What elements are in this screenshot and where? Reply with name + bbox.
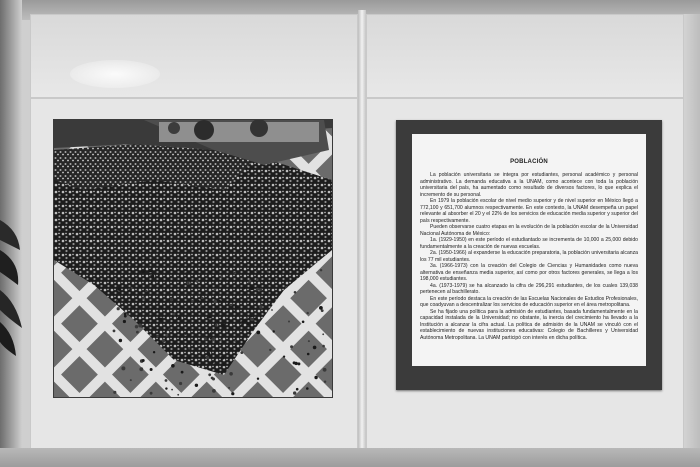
sign-paragraph: 3a. (1966-1973) con la creación del Colegio de Ciencias y Humanidades como nueva alternativa de enseñanza media superior, así como por otros factores generales, se llega a los 198,000 estudiantes.	[420, 263, 638, 282]
sign-paragraph: Pueden observarse cuatro etapas en la evolución de la población escolar de la Universidad Nacional Autónoma de México:	[420, 224, 638, 237]
crowd-photo-image	[54, 120, 332, 397]
crowd-photograph	[54, 120, 332, 397]
sign-paragraph: En 1979 la población escolar de nivel medio superior y de nivel superior en México llegó a 772,100 y 651,700 alumnos respectivamente. En este contexto, la UNAM desempeña un papel relevante al absorber el 20 y el 22% de los servicios de educación media superior y superior del país respectivamente.	[420, 198, 638, 224]
sign-paragraph: 2a. (1950-1966) al expanderse la educación preparatoria, la población universitaria alcanza los 77 mil estudiantes.	[420, 250, 638, 263]
floor	[0, 448, 700, 467]
sign-paragraph: Se ha fijado una política para la admisión de estudiantes, basada fundamentalmente en la capacidad instalada de la Universidad; no obstante, la inercia del crecimiento ha llevado a la Institución a alcanzar la cifra actual. La política de admisión de la UNAM se vinculó con el establecimiento de nuevas instituciones educativas: Colegio de Bachilleres y Universidad Autónoma Metropolitana. La UNAM participó con interés en dicha política.	[420, 308, 638, 341]
sign-paragraph: En este período destaca la creación de las Escuelas Nacionales de Estudios Profesionales, que coadyuvan a descentralizar los servicios de educación superior en el área metropolitana.	[420, 295, 638, 308]
sign-paragraph: 4a. (1973-1979) se ha alcanzado la cifra de 296,291 estudiantes, de los cuales 139,038 pertenecen al bachillerato.	[420, 282, 638, 295]
info-sign-frame	[396, 120, 662, 390]
plant-leaves	[0, 210, 22, 360]
upper-panel-left	[30, 14, 358, 98]
upper-panel-right	[366, 14, 684, 98]
panel-seam	[358, 10, 366, 467]
sign-paragraph: La población universitaria se integra por estudiantes, personal académico y personal administrativo. La demanda educativa a la UNAM, como acontece con toda la población universitaria del país, ha aumentado como resultado de diversos factores, lo que explica el incremento de su personal.	[420, 172, 638, 198]
panel-edge-right	[684, 14, 700, 467]
sign-title: POBLACIÓN	[510, 159, 548, 165]
info-sign	[412, 134, 646, 366]
sign-paragraph: 1a. (1929-1950) en este período el estudiantado se incrementa de 10,000 a 25,000 debido fundamentalmente a la creación de nuevas escuelas.	[420, 237, 638, 250]
light-glare	[70, 60, 160, 88]
